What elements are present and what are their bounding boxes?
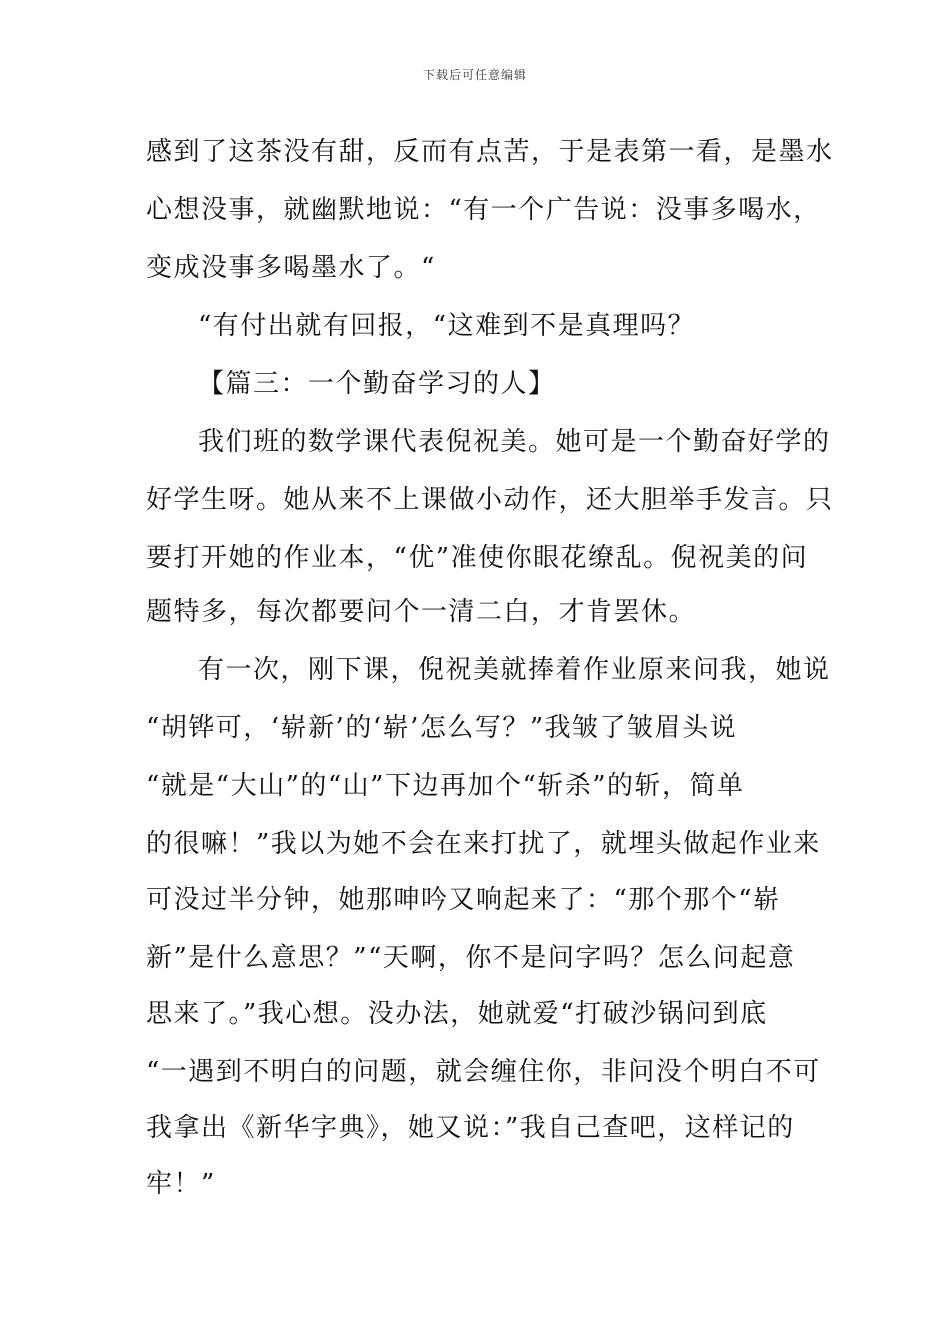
text-line: “胡铧可，‘崭新’的‘崭’怎么写？”我皱了皱眉头说	[146, 713, 738, 743]
text-line: 我拿出《新华字典》，她又说：”我自己查吧，这样记的	[146, 1113, 795, 1143]
text-line: 好学生呀。她从来不上课做小动作，还大胆举手发言。只	[146, 485, 834, 515]
page-header: 下载后可任意编辑	[422, 68, 527, 82]
text-line: 变成没事多喝墨水了。“	[146, 253, 436, 283]
text-line: 思来了。”我心想。没办法，她就爱“打破沙锅问到底	[146, 999, 768, 1029]
text-line: 新”是什么意思？”“天啊，你不是问字吗？怎么问起意	[146, 943, 796, 973]
text-line: “有付出就有回报，“这难到不是真理吗？	[198, 311, 696, 341]
text-line: 感到了这茶没有甜，反而有点苦，于是表第一看，是墨水	[146, 137, 834, 167]
text-line: 的很嘛！”我以为她不会在来打扰了，就埋头做起作业来	[146, 829, 821, 859]
text-line: 题特多，每次都要问个一清二白，才肯罢休。	[146, 597, 697, 627]
text-line: 我们班的数学课代表倪祝美。她可是一个勤奋好学的	[198, 427, 831, 457]
section-heading: 【篇三：一个勤奋学习的人】	[198, 369, 556, 399]
text-line: 心想没事，就幽默地说：“有一个广告说：没事多喝水，	[146, 195, 821, 225]
text-line: 可没过半分钟，她那呻吟又响起来了：“那个那个“崭	[146, 885, 781, 915]
text-line: “一遇到不明白的问题，就会缠住你，非问没个明白不可	[146, 1057, 821, 1087]
text-line: 要打开她的作业本，“优”准使你眼花缭乱。倪祝美的问	[146, 543, 809, 573]
text-line: “就是“大山”的“山”下边再加个“斩杀”的斩，简单	[146, 771, 745, 801]
text-line: 牢！”	[146, 1169, 216, 1199]
text-line: 有一次，刚下课，倪祝美就捧着作业原来问我，她说	[198, 655, 831, 685]
